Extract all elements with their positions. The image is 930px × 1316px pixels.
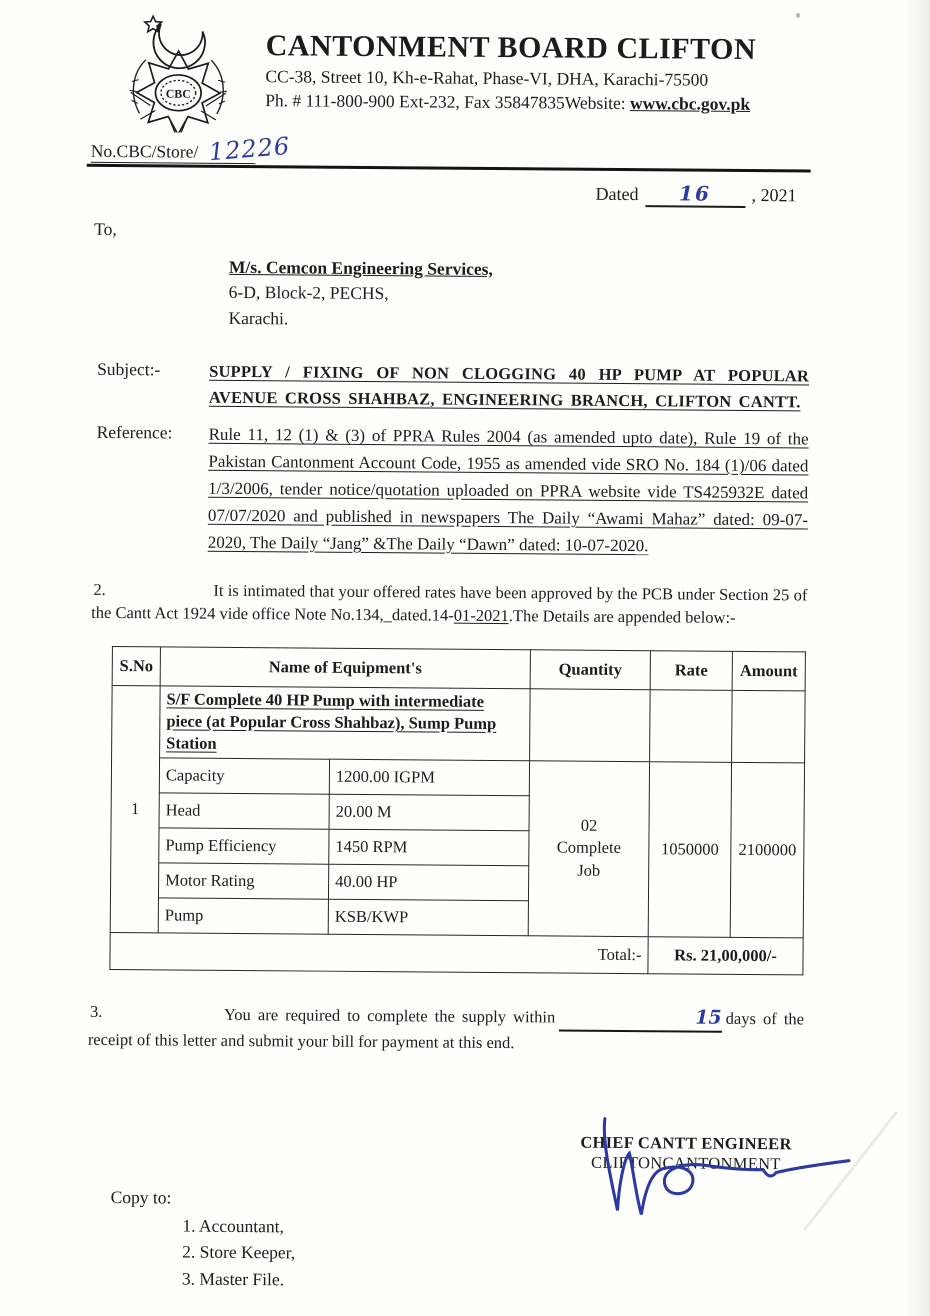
- logo-monogram: CBC: [165, 86, 191, 101]
- sno-cell: 1: [110, 685, 160, 932]
- copy-to-item: 3. Master File.: [181, 1268, 285, 1290]
- total-label-cell: Total:-: [110, 932, 648, 973]
- header-rule: [87, 131, 811, 173]
- signatory-organization: CLIFTONCANTONMENT: [590, 1152, 781, 1174]
- quantity-line: Job: [577, 860, 601, 880]
- quantity-cell: [528, 760, 649, 936]
- signatory-title: CHIEF CANTT ENGINEER: [580, 1132, 792, 1154]
- reference-label: Reference:: [96, 422, 173, 443]
- signature-block: [561, 1133, 811, 1175]
- reference-text: Rule 11, 12 (1) & (3) of PPRA Rules 2004 (as amended upto date), Rule 19 of the Pakistan Cantonment Account Code, 1955 as amended vide SRO No. 184 (1)/06 dated 1/3/2006, tender notice/quotation uploaded on PPRA website vide TS425932E dated 07/07/2020 and published in newspapers The Daily “Awami Mahaz” dated: 09-07-2020, The Daily “Jang” &The Daily “Dawn” dated: 10-07-2020.: [207, 424, 809, 555]
- salutation: To,: [94, 218, 117, 240]
- total-value-cell: Rs. 21,00,000/-: [648, 936, 803, 974]
- organization-name: CANTONMENT BOARD CLIFTON: [265, 29, 757, 67]
- website-link: www.cbc.gov.pk: [629, 93, 751, 114]
- days-handwritten: 15: [695, 1006, 722, 1029]
- date-blank: [645, 181, 745, 208]
- scan-speck: [796, 13, 800, 18]
- empty-cell: [732, 690, 806, 762]
- date-day-handwritten: 16: [679, 181, 712, 206]
- table-header-row: [112, 646, 805, 690]
- reference-row: [96, 421, 809, 561]
- crest-icon: [103, 8, 254, 133]
- spec-value-cell: 20.00 M: [329, 794, 529, 831]
- paragraph-2-number: 2.: [93, 579, 106, 599]
- spec-row: [111, 757, 804, 797]
- letterhead: [0, 1, 930, 143]
- spec-value-cell: 1200.00 IGPM: [329, 759, 529, 796]
- ref-number-handwritten: 12226: [207, 131, 292, 167]
- phone-fax-text: Ph. # 111-800-900 Ext-232, Fax 35847835: [265, 90, 565, 113]
- copy-to-label: Copy to:: [110, 1187, 172, 1208]
- column-header-quantity: Quantity: [530, 649, 650, 689]
- item-title-cell: S/F Complete 40 HP Pump with intermediate piece (at Popular Cross Shahbaz), Sump Pump Station: [160, 686, 531, 761]
- column-header-name: Name of Equipment's: [160, 647, 530, 689]
- addressee-address-line: 6-D, Block-2, PECHS,: [228, 282, 389, 304]
- letter-body: [0, 1, 930, 1297]
- spec-value-cell: KSB/KWP: [328, 899, 528, 936]
- amount-cell: 2100000: [730, 762, 804, 938]
- spec-value-cell: 40.00 HP: [328, 864, 528, 901]
- subject-text: SUPPLY / FIXING OF NON CLOGGING 40 HP PUMP AT POPULAR AVENUE CROSS SHAHBAZ, ENGINEERING BRANCH, CLIFTON CANTT.: [208, 361, 810, 412]
- addressee-block: [228, 255, 928, 337]
- item-title-row: [112, 685, 806, 762]
- date-year: , 2021: [751, 184, 797, 206]
- paragraph-3: [88, 999, 804, 1056]
- paragraph-3-text: [88, 999, 804, 1056]
- quantity-line: Complete: [556, 837, 622, 858]
- para3-text-start: You are required to complete the supply within: [223, 1004, 556, 1027]
- para2-underlined-date: 01-2021: [453, 605, 509, 625]
- ref-number-line: [90, 131, 292, 167]
- empty-cell: [650, 689, 733, 761]
- spec-value-cell: 1450 RPM: [329, 829, 529, 866]
- cbc-crest-logo: [103, 8, 254, 138]
- subject-label: Subject:-: [97, 358, 161, 380]
- para2-text-end: .The Details are appended below:-: [508, 605, 736, 627]
- paragraph-2: [91, 577, 807, 629]
- spec-label-cell: Capacity: [159, 757, 329, 793]
- copy-to-item: 2. Store Keeper,: [182, 1242, 296, 1263]
- rate-cell: 1050000: [648, 761, 731, 937]
- address-line: CC-38, Street 10, Kh-e-Rahat, Phase-VI, DHA, Karachi-75500: [265, 66, 709, 90]
- copy-to-item: 1. Accountant,: [182, 1215, 285, 1237]
- paragraph-3-number: 3.: [90, 1001, 103, 1021]
- website-label: Website:: [564, 92, 631, 114]
- column-header-rate: Rate: [650, 650, 732, 690]
- column-header-amount: Amount: [732, 651, 805, 691]
- spec-label-cell: Motor Rating: [158, 862, 328, 898]
- addressee-city: Karachi.: [228, 307, 289, 329]
- days-blank: [559, 1003, 722, 1033]
- paragraph-2-text: [91, 577, 807, 629]
- para3-text-end: days of the receipt of this letter and submit your bill for payment at this end.: [87, 1008, 805, 1053]
- quantity-line: 02: [580, 815, 598, 835]
- total-row: [110, 932, 803, 974]
- subject-row: [97, 358, 809, 415]
- spec-label-cell: Head: [159, 792, 329, 828]
- dated-label: Dated: [595, 183, 639, 205]
- phone-fax-line: [265, 90, 756, 115]
- letterhead-text: [265, 9, 756, 115]
- addressee-name: M/s. Cemcon Engineering Services,: [228, 256, 493, 279]
- spec-label-cell: Pump Efficiency: [159, 827, 329, 863]
- column-header-sno: S.No: [112, 646, 160, 685]
- items-table: [109, 646, 806, 975]
- ref-number-label: No.CBC/Store/: [90, 140, 199, 162]
- dated-line: [0, 176, 797, 208]
- empty-cell: [530, 688, 651, 761]
- signature-scribble: [546, 1115, 857, 1222]
- para2-text-start: It is intimated that your offered rates have been approved by the PCB under Section 25 of the Cantt Act 1924 vide office Note No.134,_dated.14-: [91, 580, 808, 625]
- spec-label-cell: Pump: [158, 897, 328, 933]
